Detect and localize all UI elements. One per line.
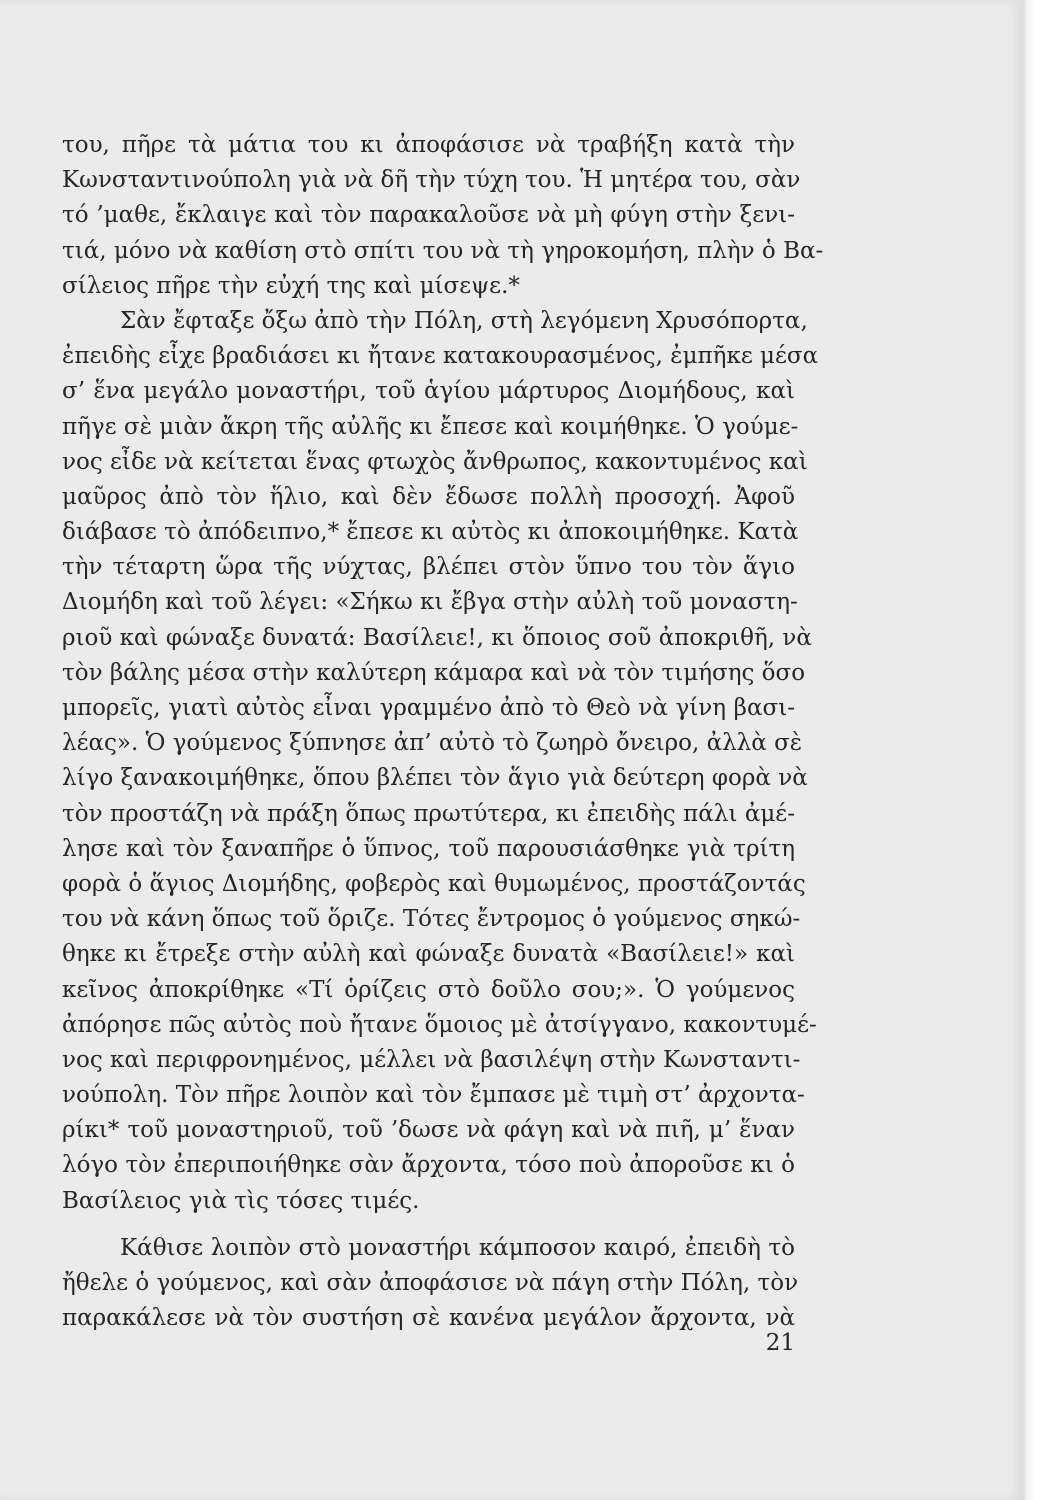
text-line: Κάθισε λοιπὸν στὸ μοναστήρι κάμποσον καιρό, ἐπειδὴ τὸ (120, 1234, 795, 1261)
text-line: σ’ ἕνα μεγάλο μοναστήρι, τοῦ ἁγίου μάρτυρος Διομήδους, καὶ (62, 378, 795, 405)
text-line: λόγο τὸν ἐπεριποιήθηκε σὰν ἄρχοντα, τόσο ποὺ ἀποροῦσε κι ὁ (62, 1152, 795, 1179)
text-line: κεῖνος ἀποκρίθηκε «Τί ὁρίζεις στὸ δοῦλο σου;». Ὁ γούμενος (62, 976, 795, 1003)
text-line: ἐπειδὴς εἶχε βραδιάσει κι ἤτανε κατακουρασμένος, ἐμπῆκε μέσα (62, 343, 819, 370)
text-line: Κωνσταντινούπολη γιὰ νὰ δῆ τὴν τύχη του. Ἡ μητέρα του, σὰν (62, 167, 801, 194)
text-line: νος εἶδε νὰ κείτεται ἕνας φτωχὸς ἄνθρωπος, κακοντυμένος καὶ (62, 448, 808, 475)
page-edge (1022, 0, 1051, 1500)
text-line: φορὰ ὁ ἅγιος Διομήδης, φοβερὸς καὶ θυμωμένος, προστάζοντάς (62, 870, 806, 897)
text-line: λέας». Ὁ γούμενος ξύπνησε ἀπ’ αὐτὸ τὸ ζωηρὸ ὄνειρο, ἀλλὰ σὲ (62, 730, 803, 757)
text-line: μαῦρος ἀπὸ τὸν ἥλιο, καὶ δὲν ἔδωσε πολλὴ προσοχή. Ἀφοῦ (62, 483, 795, 510)
text-line: Βασίλειος γιὰ τὶς τόσες τιμές. (62, 1187, 420, 1214)
paragraph (62, 1231, 799, 1337)
text-line: τιά, μόνο νὰ καθίση στὸ σπίτι του νὰ τὴ γηροκομήση, πλὴν ὁ Βα- (62, 237, 824, 264)
text-line: Διομήδη καὶ τοῦ λέγει: «Σήκω κι ἔβγα στὴν αὐλὴ τοῦ μοναστη- (62, 589, 798, 616)
text-line: διάβασε τὸ ἀπόδειπνο,* ἔπεσε κι αὐτὸς κι ἀποκοιμήθηκε. Κατὰ (62, 519, 799, 546)
text-line: μπορεῖς, γιατὶ αὐτὸς εἶναι γραμμένο ἀπὸ τὸ Θεὸ νὰ γίνη βασι- (62, 695, 795, 721)
text-line: τὸν προστάζη νὰ πράξη ὅπως πρωτύτερα, κι ἐπειδὴς πάλι ἀμέ- (62, 800, 795, 827)
text-line: νούπολη. Τὸν πῆρε λοιπὸν καὶ τὸν ἔμπασε μὲ τιμὴ στ’ ἀρχοντα- (62, 1082, 805, 1109)
text-line: νος καὶ περιφρονημένος, μέλλει νὰ βασιλέψη στὴν Κωνσταντι- (62, 1046, 801, 1073)
paragraph (62, 128, 824, 304)
text-line: ριοῦ καὶ φώναξε δυνατά: Βασίλειε!, κι ὅποιος σοῦ ἀποκριθῆ, νὰ (62, 624, 812, 651)
text-line: του νὰ κάνη ὅπως τοῦ ὅριζε. Τότες ἔντρομος ὁ γούμενος σηκώ- (62, 906, 801, 933)
text-line: τό ’μαθε, ἔκλαιγε καὶ τὸν παρακαλοῦσε νὰ μὴ φύγη στὴν ξενι- (62, 202, 795, 229)
page-number: 21 (765, 1330, 795, 1356)
text-line: θηκε κι ἔτρεξε στὴν αὐλὴ καὶ φώναξε δυνατὰ «Βασίλειε!» καὶ (62, 941, 795, 968)
text-line: πῆγε σὲ μιὰν ἄκρη τῆς αὐλῆς κι ἔπεσε καὶ κοιμήθηκε. Ὁ γούμε- (62, 413, 799, 440)
text-line: λίγο ξανακοιμήθηκε, ὅπου βλέπει τὸν ἅγιο γιὰ δεύτερη φορὰ νὰ (62, 765, 808, 792)
text-line: σίλειος πῆρε τὴν εὐχή της καὶ μίσεψε.* (62, 272, 520, 299)
text-line: Σὰν ἔφταξε ὄξω ἀπὸ τὴν Πόλη, στὴ λεγόμενη Χρυσόπορτα, (120, 307, 808, 334)
paragraph (62, 304, 819, 1219)
paragraph-gap (62, 1219, 795, 1231)
text-line: ἀπόρησε πῶς αὐτὸς ποὺ ἤτανε ὅμοιος μὲ ἀτσίγγανο, κακοντυμέ- (62, 1011, 817, 1038)
text-line: λησε καὶ τὸν ξαναπῆρε ὁ ὕπνος, τοῦ παρουσιάσθηκε γιὰ τρίτη (62, 835, 795, 862)
text-line: παρακάλεσε νὰ τὸν συστήση σὲ κανένα μεγάλον ἄρχοντα, νὰ (62, 1305, 795, 1332)
text-line: τὴν τέταρτη ὥρα τῆς νύχτας, βλέπει στὸν ὕπνο του τὸν ἅγιο (62, 554, 795, 581)
text-line: τὸν βάλης μέσα στὴν καλύτερη κάμαρα καὶ νὰ τὸν τιμήσης ὅσο (62, 659, 806, 686)
text-line: του, πῆρε τὰ μάτια του κι ἀποφάσισε νὰ τραβήξη κατὰ τὴν (62, 132, 795, 158)
body-text (62, 128, 824, 1336)
text-line: ρίκι* τοῦ μοναστηριοῦ, τοῦ ’δωσε νὰ φάγη καὶ νὰ πιῆ, μ’ ἕναν (62, 1117, 795, 1144)
text-line: ἤθελε ὁ γούμενος, καὶ σὰν ἀποφάσισε νὰ πάγη στὴν Πόλη, τὸν (62, 1270, 799, 1296)
